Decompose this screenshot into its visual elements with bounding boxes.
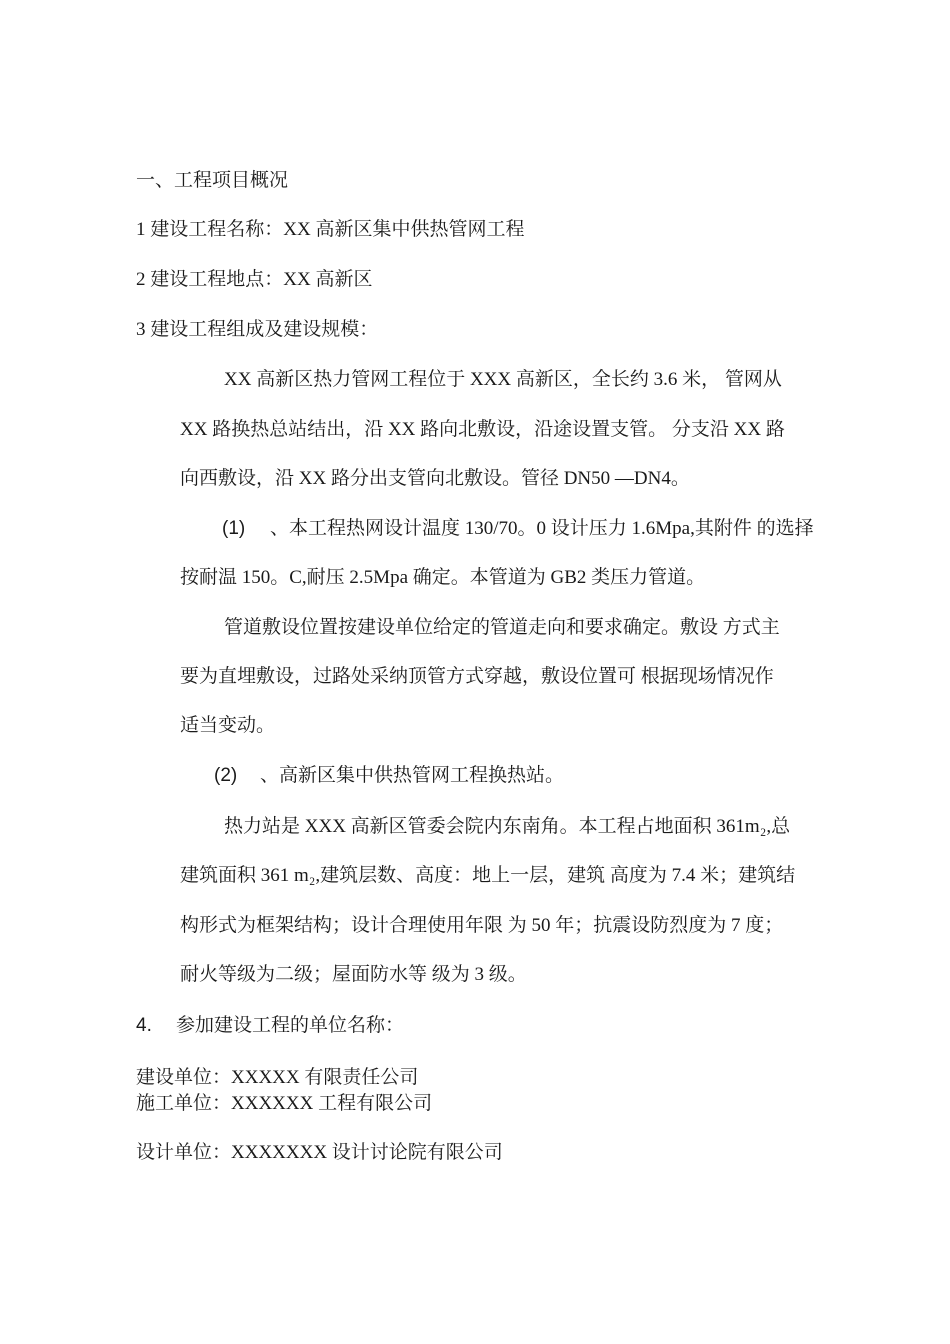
item-project-scale: 3 建设工程组成及建设规模： — [136, 319, 379, 340]
station-line: 耐火等级为二级；屋面防水等 级为 3 级。 — [180, 964, 527, 985]
part1-line: 、本工程热网设计温度 130/70。0 设计压力 1.6Mpa,其附件 的选择 — [270, 518, 814, 539]
part1-marker: (1) — [222, 518, 246, 539]
station-line: 建筑面积 361 m₂,建筑层数、高度：地上一层，建筑 高度为 7.4 米；建筑结 — [180, 865, 796, 886]
laying-line: 管道敷设位置按建设单位给定的管道走向和要求确定。敷设 方式主 — [224, 617, 780, 638]
part2-title: 、高新区集中供热管网工程换热站。 — [260, 765, 565, 786]
overview-line: XX 路换热总站结出，沿 XX 路向北敷设，沿途设置支管。 分支沿 XX 路 — [180, 419, 785, 440]
item-project-location: 2 建设工程地点：XX 高新区 — [136, 269, 373, 290]
laying-line: 要为直埋敷设，过路处采纳顶管方式穿越，敷设位置可 根据现场情况作 — [180, 666, 774, 687]
designer-unit: 设计单位：XXXXXXX 设计讨论院有限公司 — [136, 1142, 503, 1163]
station-line: 热力站是 XXX 高新区管委会院内东南角。本工程占地面积 361m₂,总 — [224, 816, 791, 837]
item4-number: 4. — [136, 1015, 152, 1036]
item-project-name: 1 建设工程名称：XX 高新区集中供热管网工程 — [136, 219, 525, 240]
part2-marker: (2) — [214, 765, 238, 786]
laying-line: 适当变动。 — [180, 715, 276, 736]
builder-unit: 建设单位：XXXXX 有限责任公司 — [136, 1067, 419, 1088]
overview-line: 向西敷设，沿 XX 路分出支管向北敷设。管径 DN50 —DN4。 — [180, 468, 690, 489]
station-line: 构形式为框架结构；设计合理使用年限 为 50 年；抗震设防烈度为 7 度； — [180, 915, 784, 936]
section-heading: 一、工程项目概况 — [136, 170, 289, 191]
constructor-unit: 施工单位：XXXXXX 工程有限公司 — [136, 1093, 433, 1114]
overview-line: XX 高新区热力管网工程位于 XXX 高新区，全长约 3.6 米， 管网从 — [224, 369, 782, 390]
item4-title: 参加建设工程的单位名称： — [176, 1015, 405, 1036]
part1-line: 按耐温 150。C,耐压 2.5Mpa 确定。本管道为 GB2 类压力管道。 — [180, 567, 706, 588]
